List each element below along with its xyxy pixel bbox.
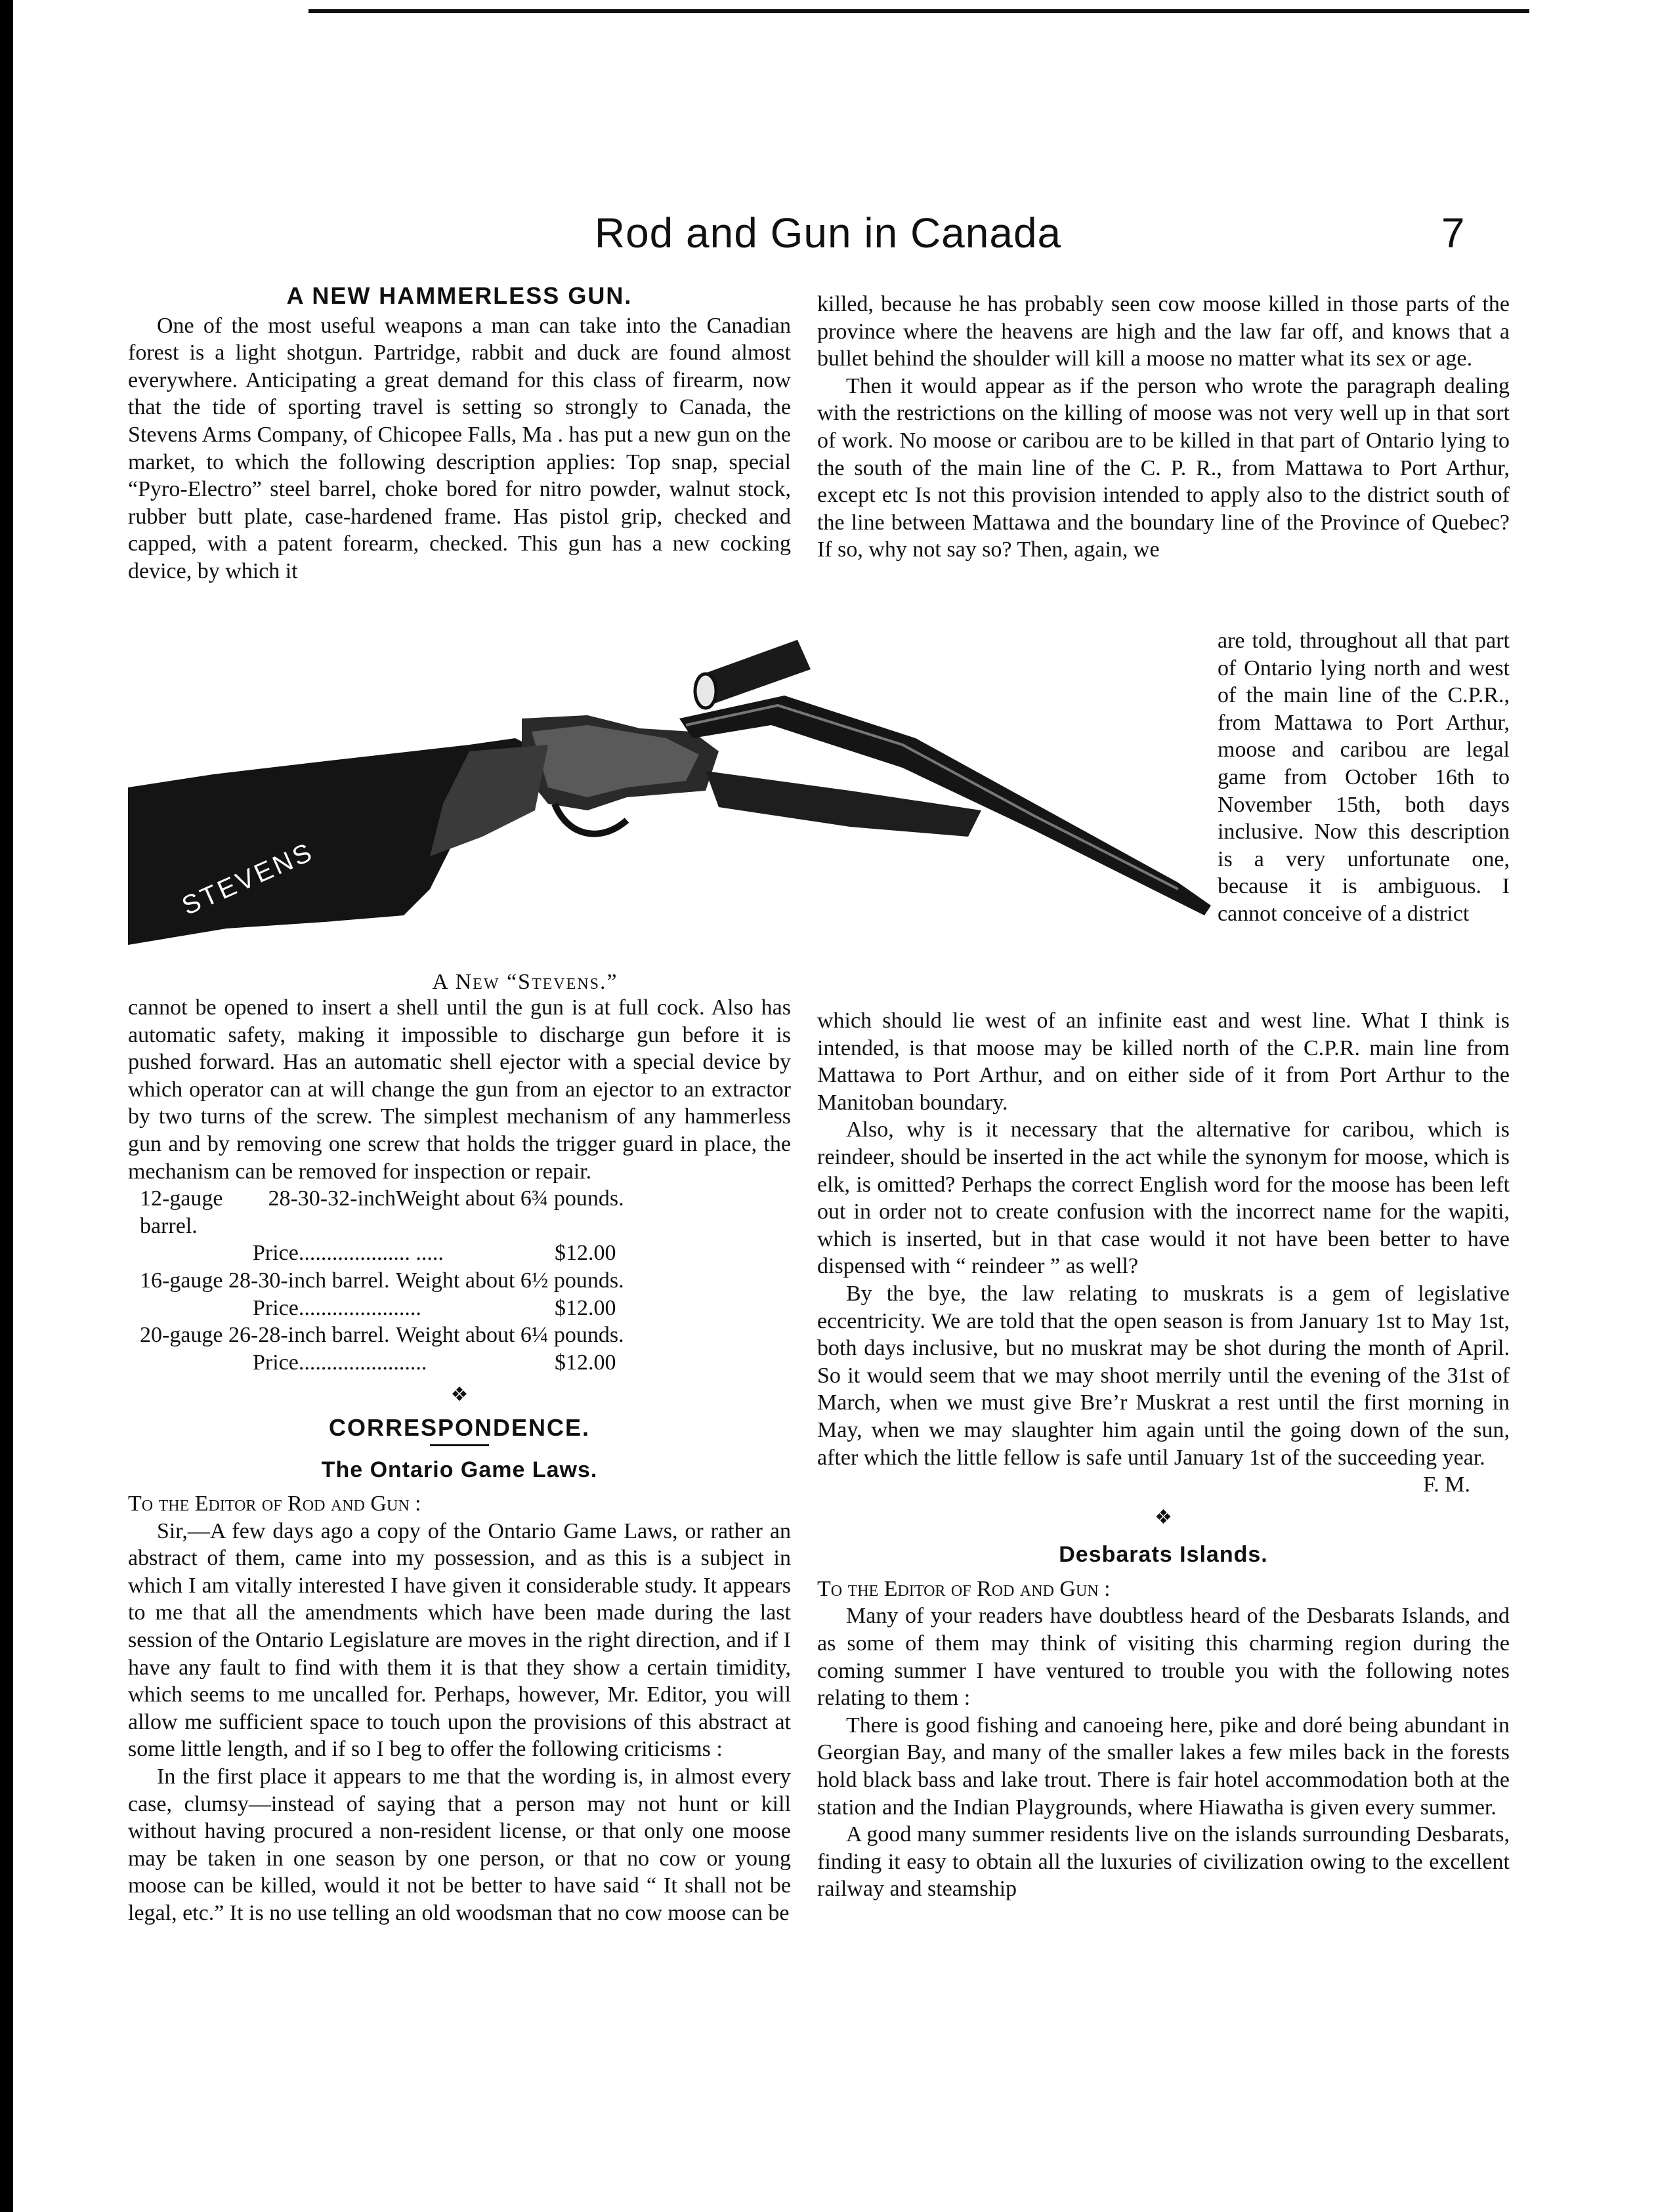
letter-signature-row bbox=[817, 1471, 1510, 1499]
illustration-caption: A New “Stevens.” bbox=[432, 970, 618, 994]
letter-title-game-laws: The Ontario Game Laws. bbox=[321, 1457, 598, 1482]
top-rule bbox=[308, 9, 1529, 13]
shotgun-image bbox=[128, 640, 1221, 968]
price-row bbox=[128, 1322, 791, 1349]
right-column-wrap bbox=[1218, 627, 1510, 928]
price-row bbox=[128, 1185, 791, 1240]
scan-edge-bar bbox=[0, 0, 13, 2212]
letter-salutation: To the Editor of Rod and Gun : bbox=[128, 1492, 421, 1516]
heading-rule bbox=[430, 1444, 489, 1446]
price-row bbox=[128, 1240, 791, 1267]
letter-paragraph-wrap: are told, throughout all that part of Ontario lying north and west of the main line of the C.P.R., from Mattawa to Port Arthur, moose and caribou are legal game from October 16th to November 15th, both days inclusive. Now this description is a very unfortunate one, because it is ambiguous. I cannot conceive of a district bbox=[1218, 629, 1510, 926]
article-continued: cannot be opened to insert a shell until the gun is at full cock. Also has automatic safety, making it impossible to discharge gun before it is pushed forward. Has an automatic shell ejector with a special device by which operator can at will change the gun from an ejector to an extractor by two turns of the screw. The simplest mechanism of any hammerless gun and by removing one screw that holds the trigger guard in place, the mechanism can be removed for inspection or repair. bbox=[128, 995, 791, 1184]
price-label-cell: Price.................... ..... bbox=[253, 1241, 444, 1266]
section-divider: ❖ bbox=[450, 1384, 469, 1406]
letter-salutation: To the Editor of Rod and Gun : bbox=[817, 1576, 1111, 1601]
price-table bbox=[128, 1185, 791, 1376]
letter-title-desbarats: Desbarats Islands. bbox=[1059, 1542, 1268, 1568]
price-label-cell: Price...................... bbox=[253, 1295, 421, 1320]
letter-paragraph: Sir,—A few days ago a copy of the Ontario Game Laws, or rather an abstract of them, came into my possession, and as this is a subject in which I am vitally interested I have given it considerable study. It appears to me that all the amendments which have been made during the last session of the Ontario Legislature are moves in the right direction, and if I have any fault to find with them it is that they show a certain timidity, which seems to me uncalled for. Perhaps, however, Mr. Editor, you will allow me sufficient space to touch upon the provisions of this abstract at some little length, and if so I beg to offer the following criticisms : bbox=[128, 1518, 791, 1762]
page-number: 7 bbox=[1441, 209, 1465, 257]
left-column-bottom bbox=[128, 994, 791, 1927]
price-label-cell: Price....................... bbox=[253, 1350, 427, 1375]
price-cell: $12.00 bbox=[555, 1241, 616, 1266]
gauge-cell: 20-gauge 26-28-inch barrel. bbox=[140, 1323, 390, 1348]
section-divider: ❖ bbox=[1155, 1506, 1172, 1528]
letter-paragraph: Also, why is it necessary that the alternative for caribou, which is reindeer, should be inserted in the act while the synonym for moose, which is elk, is omitted? Perhaps the correct English word for the moose has been left out in order not to create confusion with the incorrect name for the wapiti, which is inserted, but in that case would it not have been better to have dispensed with “ reindeer ” as well? bbox=[817, 1117, 1510, 1279]
gun-illustration bbox=[128, 640, 1221, 968]
weight-cell: Weight about 6¾ pounds. bbox=[396, 1186, 624, 1211]
price-cell: $12.00 bbox=[555, 1295, 616, 1320]
price-cell: $12.00 bbox=[555, 1350, 616, 1375]
correspondence-heading: CORRESPONDENCE. bbox=[328, 1413, 591, 1441]
letter-paragraph: A good many summer residents live on the islands surrounding Desbarats, finding it easy to obtain all the luxuries of civilization owing to the excellent railway and steamship bbox=[817, 1822, 1510, 1902]
letter-paragraph: There is good fishing and canoeing here, pike and doré being abundant in Georgian Bay, and many of the smaller lakes a few miles back in the forests hold black bass and lake trout. There is fair hotel accommodation both at the station and the Indian Playgrounds, where Hiawatha is given every summer. bbox=[817, 1713, 1510, 1820]
letter-paragraph: which should lie west of an infinite east and west line. What I think is intended, is that moose may be killed north of the C.P.R. main line from Mattawa to Port Arthur, and on either side of it from Port Arthur to the Manitoban boundary. bbox=[817, 1009, 1510, 1115]
right-column-bottom bbox=[817, 1007, 1510, 1903]
letter-paragraph: By the bye, the law relating to muskrats is a gem of legislative eccentricity. We are told that the open season is from January 1st to May 1st, both days inclusive, but no muskrat may be shot during the month of April. So it would seem that we may shoot merrily until the evening of the 31st of March, when we must give Bre’r Muskrat a rest until the first morning in May, when we may slaughter him again until the going down of the sun, after which the little fellow is safe until January 1st of the succeeding year. bbox=[817, 1281, 1510, 1470]
letter-paragraph: Many of your readers have doubtless heard of the Desbarats Islands, and as some of them may think of visiting this charming region during the coming summer I have ventured to trouble you with the following notes relating to them : bbox=[817, 1604, 1510, 1711]
article-intro: One of the most useful weapons a man can take into the Canadian forest is a light shotgun. Partridge, rabbit and duck are found almost everywhere. Anticipating a great demand for this class of firearm, now that the tide of sporting travel is setting so strongly to Canada, the Stevens Arms Company, of Chicopee Falls, Ma . has put a new gun on the market, to which the following description applies: Top snap, special “Pyro-Electro” steel barrel, choke bored for nitro powder, walnut stock, rubber butt plate, case-hardened frame. Has pistol grip, checked and capped, with a patent forearm, checked. This gun has a new cocking device, by which it bbox=[128, 313, 791, 583]
weight-cell: Weight about 6½ pounds. bbox=[396, 1268, 624, 1293]
letter-paragraph: killed, because he has probably seen cow moose killed in those parts of the province where the heavens are high and the law far off, and knows that a bullet behind the shoulder will kill a moose no matter what its sex or age. bbox=[817, 292, 1510, 371]
letter-paragraph: In the first place it appears to me that the wording is, in almost every case, clumsy—instead of saying that a person may not hunt or kill without having procured a non-resident license, or that only one moose may be taken in one season by one person, or that no cow or young moose can be killed, would it not be better to have said “ It shall not be legal, etc.” It is no use telling an old woodsman that no cow moose can be bbox=[128, 1764, 791, 1925]
letter-signature: F. M. bbox=[1423, 1472, 1470, 1497]
price-row bbox=[128, 1349, 791, 1377]
price-row bbox=[128, 1295, 791, 1322]
letter-paragraph: Then it would appear as if the person who wrote the paragraph dealing with the restrictions on the killing of moose was not very well up in that sort of work. No moose or caribou are to be killed in that part of Ontario lying to the south of the main line of the C. P. R., from Mattawa to Port Arthur, except etc Is not this provision intended to apply also to the district south of the line between Mattawa and the boundary line of the Province of Quebec? If so, why not say so? Then, again, we bbox=[817, 373, 1510, 562]
price-row bbox=[128, 1267, 791, 1295]
running-title: Rod and Gun in Canada bbox=[594, 209, 1062, 257]
article-title: A NEW HAMMERLESS GUN. bbox=[286, 282, 633, 309]
gauge-cell: 12-gauge 28-30-32-inch barrel. bbox=[140, 1186, 396, 1238]
weight-cell: Weight about 6¼ pounds. bbox=[396, 1323, 624, 1348]
right-column-top bbox=[817, 291, 1510, 564]
gauge-cell: 16-gauge 28-30-inch barrel. bbox=[140, 1268, 390, 1293]
gun-brand-label: STEVENS bbox=[177, 837, 318, 921]
left-column-top bbox=[128, 282, 791, 585]
